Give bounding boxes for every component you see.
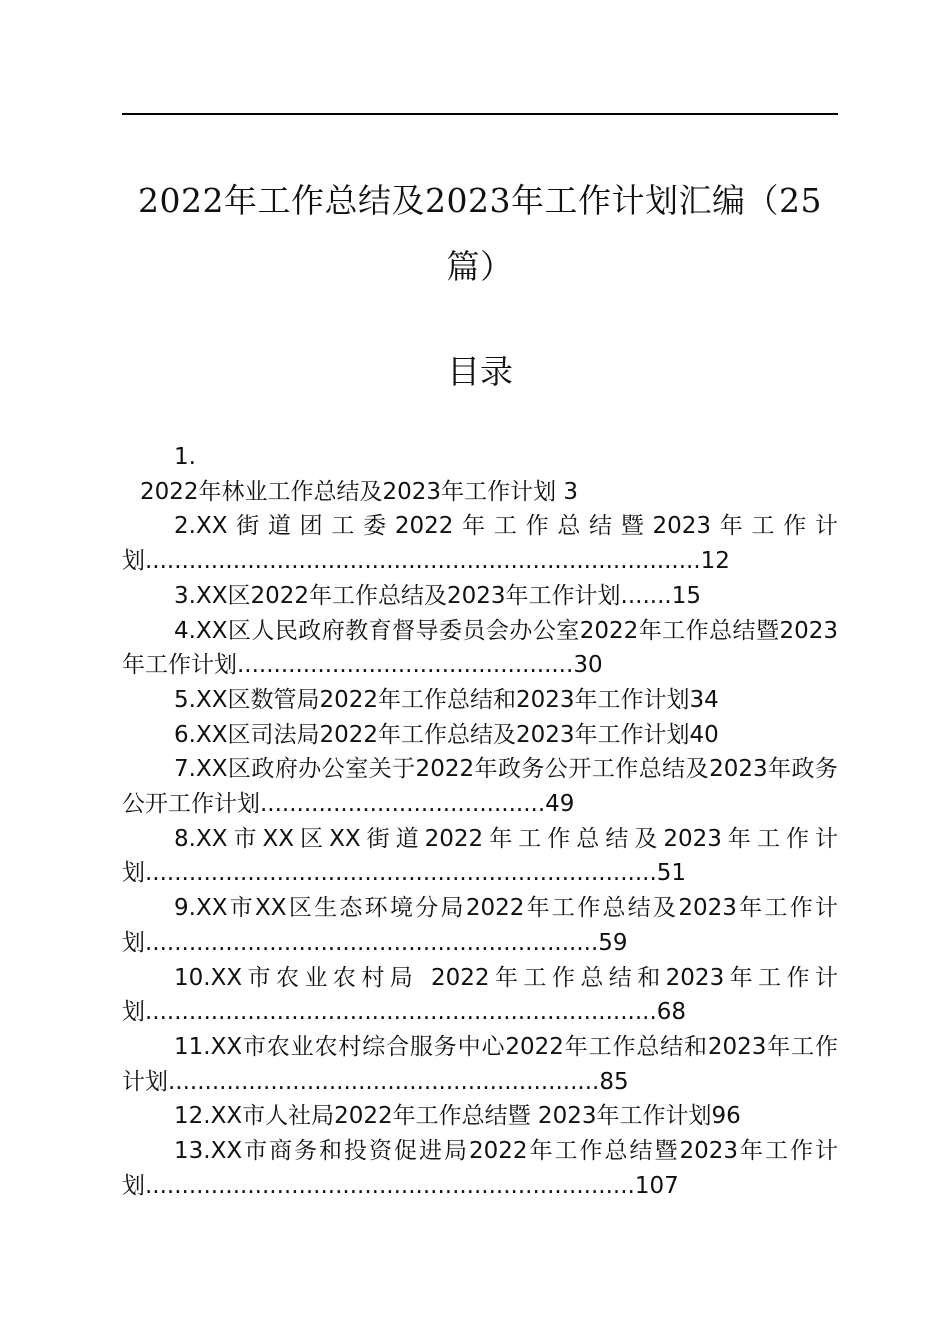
- toc-entry[interactable]: [122, 579, 838, 614]
- toc-entry-page: 3: [563, 478, 579, 505]
- toc-entry-leader: ..............................................: [237, 652, 574, 679]
- toc-entry-leader: ..............................................................: [145, 929, 599, 956]
- toc-entry-leader: ......................................................................: [145, 860, 657, 887]
- toc-entry-page: 85: [599, 1068, 629, 1095]
- toc-entry-title: 2022年林业工作总结及2023年工作计划: [140, 478, 557, 505]
- toc-entry-page: 15: [671, 582, 702, 609]
- toc-entry-number: 10.: [174, 964, 211, 991]
- toc-entry-number: 1.: [174, 444, 196, 470]
- toc-entry[interactable]: [122, 1030, 838, 1099]
- toc-entry-title: XX市XX区XX街道2022年工作总结及2023年工作计划: [122, 825, 838, 887]
- toc-entry-page: 40: [689, 721, 719, 748]
- toc-entry-title: XX区数管局2022年工作总结和2023年工作计划: [195, 686, 690, 713]
- toc-entry-page: 59: [598, 929, 628, 956]
- toc-entry[interactable]: [122, 718, 838, 753]
- toc-entry-page: 96: [711, 1103, 741, 1130]
- toc-entry[interactable]: [122, 509, 838, 578]
- toc-entry-page: 51: [656, 860, 687, 887]
- toc-entry[interactable]: [122, 614, 838, 683]
- toc-entry-number: 9.: [174, 895, 196, 922]
- toc-entry-title: XX区人民政府教育督导委员会办公室2022年工作总结暨2023年工作计划: [122, 617, 838, 679]
- toc-entry-leader: ......................................................................: [145, 999, 657, 1026]
- toc-entry[interactable]: [122, 1099, 838, 1134]
- toc-entry-page: 107: [634, 1172, 679, 1199]
- toc-entry-number: 11.: [174, 1033, 211, 1060]
- toc-entry[interactable]: [122, 822, 838, 891]
- toc-entry[interactable]: [122, 891, 838, 960]
- toc-entry-page: 12: [700, 548, 730, 575]
- toc-entry-number: 6.: [174, 721, 196, 748]
- toc-entry[interactable]: [122, 683, 838, 718]
- toc-entry-number: 13.: [174, 1138, 211, 1165]
- toc-entry[interactable]: [122, 752, 838, 821]
- toc-entry-title: XX市人社局2022年工作总结暨 2023年工作计划: [210, 1103, 712, 1130]
- toc-entry-page: 49: [545, 791, 575, 818]
- header-rule: [122, 113, 838, 115]
- toc-entry-leader: .......................................: [260, 791, 546, 818]
- toc-entry-title: XX区政府办公室关于2022年政务公开工作总结及2023年政务公开工作计划: [122, 756, 838, 818]
- toc-entry-title: XX市农业农村局 2022年工作总结和2023年工作计划: [122, 964, 838, 1026]
- toc-entry[interactable]: [122, 440, 838, 509]
- toc-entry-number: 5.: [174, 686, 196, 713]
- toc-entry-number: 3.: [174, 582, 196, 609]
- toc-entry-leader: .......: [620, 582, 672, 609]
- toc-heading: 目录: [447, 352, 513, 391]
- toc-entry-title: XX街道团工委2022年工作总结暨2023年工作计划: [122, 513, 838, 575]
- toc-entry-leader: ............................................................................: [145, 548, 701, 575]
- toc-entry-page: 68: [656, 999, 687, 1026]
- toc-entry-title: XX区2022年工作总结及2023年工作计划: [195, 582, 621, 609]
- toc-entry-page: 34: [689, 686, 719, 713]
- toc-entry-page: 30: [573, 652, 603, 679]
- table-of-contents: [122, 440, 838, 1203]
- toc-entry-number: 12.: [174, 1103, 211, 1130]
- toc-entry-number: 4.: [174, 617, 196, 644]
- toc-entry-title: XX区司法局2022年工作总结及2023年工作计划: [195, 721, 690, 748]
- toc-entry-number: 2.: [174, 513, 196, 540]
- toc-entry[interactable]: [122, 1134, 838, 1203]
- toc-entry-title: XX市商务和投资促进局2022年工作总结暨2023年工作计划: [122, 1138, 838, 1199]
- toc-entry-leader: ...........................................................: [168, 1068, 600, 1095]
- toc-entry-number: 7.: [174, 756, 196, 783]
- toc-entry[interactable]: [122, 961, 838, 1030]
- toc-entry-title: XX市农业农村综合服务中心2022年工作总结和2023年工作计划: [122, 1033, 838, 1095]
- toc-entry-number: 8.: [174, 825, 196, 852]
- toc-entry-title: XX市XX区生态环境分局2022年工作总结及2023年工作计划: [122, 895, 838, 956]
- document-title: 2022年工作总结及2023年工作计划汇编（25篇）: [138, 181, 822, 286]
- toc-entry-leader: ...................................................................: [145, 1172, 635, 1199]
